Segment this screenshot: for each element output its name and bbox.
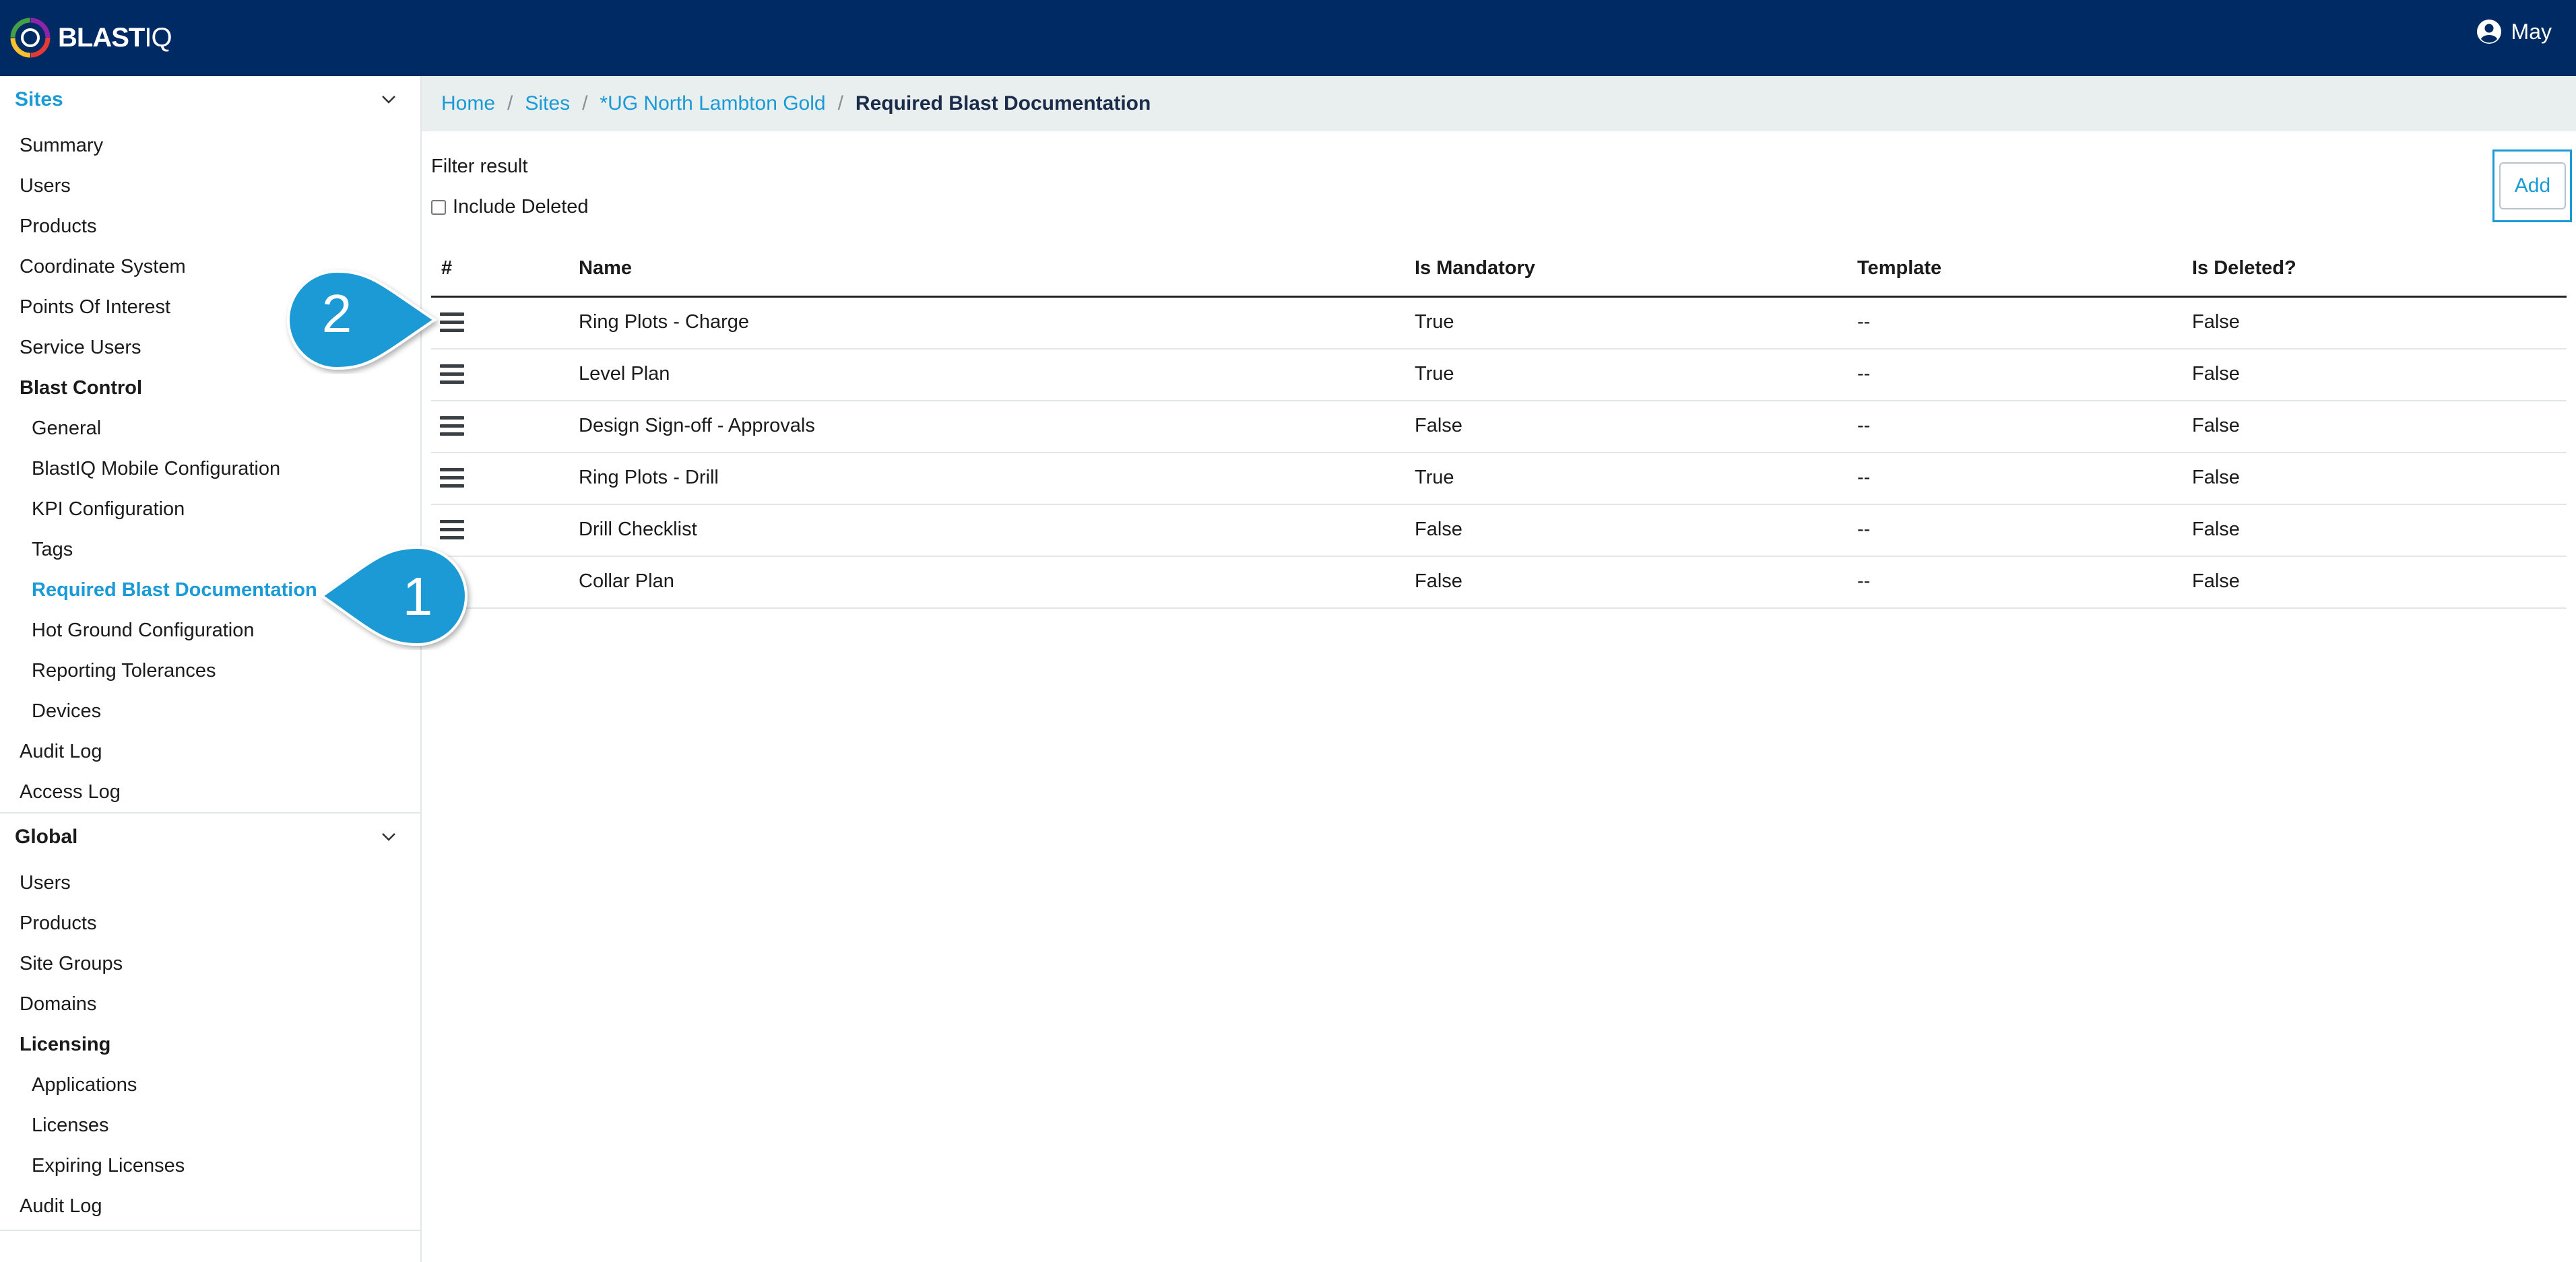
sidebar-item-expiring-licenses[interactable]: Expiring Licenses [32,1155,185,1176]
user-avatar-icon [2476,19,2502,44]
row-is-deleted: False [2192,519,2240,540]
callout-one-marker [317,542,485,650]
breadcrumb-current: Required Blast Documentation [855,92,1151,114]
row-is-mandatory: True [1415,467,1454,488]
row-template: -- [1857,363,1871,385]
table-row[interactable] [431,401,2567,453]
row-name: Level Plan [579,363,670,385]
sidebar-item-global-products[interactable]: Products [20,912,97,934]
row-name: Ring Plots - Charge [579,311,750,333]
table-row[interactable] [431,453,2567,505]
include-deleted-checkbox[interactable] [431,200,446,215]
drag-handle-icon[interactable] [440,416,464,436]
drag-handle-icon[interactable] [440,468,464,488]
sidebar-item-global-audit-log[interactable]: Audit Log [20,1195,102,1217]
row-is-mandatory: True [1415,311,1454,333]
row-is-mandatory: False [1415,519,1462,540]
column-header-is-mandatory[interactable]: Is Mandatory [1415,257,1535,279]
sidebar-item-blastiq-mobile-configuration[interactable]: BlastIQ Mobile Configuration [32,458,281,479]
sidebar-item-domains[interactable]: Domains [20,993,97,1015]
sidebar-item-required-blast-documentation[interactable]: Required Blast Documentation [32,579,317,601]
breadcrumb-separator: / [507,92,513,114]
row-is-mandatory: False [1415,415,1462,436]
sidebar-item-kpi-configuration[interactable]: KPI Configuration [32,498,185,520]
sidebar-item-devices[interactable]: Devices [32,700,102,722]
sidebar-item-licenses[interactable]: Licenses [32,1115,109,1136]
row-is-deleted: False [2192,415,2240,436]
row-name: Ring Plots - Drill [579,467,719,488]
sidebar-item-points-of-interest[interactable]: Points Of Interest [20,296,171,318]
column-header-template[interactable]: Template [1857,257,1942,279]
sidebar-item-general[interactable]: General [32,418,102,439]
filter-title: Filter result [431,156,528,177]
sidebar-item-tags[interactable]: Tags [32,539,73,560]
row-is-mandatory: False [1415,570,1462,592]
row-is-deleted: False [2192,467,2240,488]
table-row[interactable] [431,350,2567,401]
blastiq-logo[interactable] [9,13,172,62]
callout-two-number: 2 [321,284,352,343]
sidebar-item-site-groups[interactable]: Site Groups [20,953,123,974]
sidebar-section-global[interactable] [0,813,420,861]
sidebar-item-users[interactable]: Users [20,175,71,197]
include-deleted-label: Include Deleted [453,196,589,218]
row-is-deleted: False [2192,311,2240,333]
sidebar-item-products[interactable]: Products [20,215,97,237]
documents-table [431,249,2567,609]
include-deleted-toggle[interactable] [431,196,589,218]
chevron-down-icon[interactable] [381,832,396,842]
column-header-is-deleted[interactable]: Is Deleted? [2192,257,2296,279]
blastiq-logo-icon [9,17,51,59]
row-template: -- [1857,415,1871,436]
table-row[interactable] [431,298,2567,350]
sidebar-item-service-users[interactable]: Service Users [20,337,141,358]
breadcrumb-separator: / [582,92,588,114]
sidebar [0,76,422,1262]
sidebar-item-coordinate-system[interactable]: Coordinate System [20,256,186,277]
row-is-deleted: False [2192,570,2240,592]
top-bar [0,0,2576,76]
sidebar-group-licensing[interactable]: Licensing [20,1034,111,1055]
sidebar-item-applications[interactable]: Applications [32,1074,137,1096]
row-is-deleted: False [2192,363,2240,385]
row-template: -- [1857,519,1871,540]
row-is-mandatory: True [1415,363,1454,385]
breadcrumb-home[interactable]: Home [441,92,496,114]
sidebar-item-summary[interactable]: Summary [20,135,104,156]
sidebar-group-blast-control[interactable]: Blast Control [20,377,143,399]
breadcrumb-sites[interactable]: Sites [525,92,571,114]
sidebar-item-access-log[interactable]: Access Log [20,781,121,803]
user-menu[interactable] [2476,19,2552,44]
chevron-down-icon[interactable] [381,95,396,104]
sidebar-item-global-users[interactable]: Users [20,872,71,894]
breadcrumb-separator: / [837,92,843,114]
sidebar-section-sites-label: Sites [15,88,63,110]
sidebar-item-reporting-tolerances[interactable]: Reporting Tolerances [32,660,216,682]
sidebar-section-global-label: Global [15,826,78,848]
callout-one-number: 1 [402,566,433,626]
column-header-number[interactable]: # [441,257,453,279]
column-header-name[interactable]: Name [579,257,632,279]
row-template: -- [1857,311,1871,333]
logo-text: BLASTIQ [58,22,172,53]
row-name: Design Sign-off - Approvals [579,415,815,436]
drag-handle-icon[interactable] [440,520,464,540]
sidebar-divider [0,1230,420,1231]
add-button[interactable]: Add [2499,162,2566,209]
breadcrumb [422,76,2576,131]
sidebar-section-sites[interactable] [0,76,420,123]
table-row[interactable] [431,505,2567,557]
row-template: -- [1857,570,1871,592]
table-row[interactable] [431,557,2567,609]
table-header [431,249,2567,298]
row-template: -- [1857,467,1871,488]
callout-two-marker [269,266,445,374]
row-name: Drill Checklist [579,519,697,540]
sidebar-item-audit-log[interactable]: Audit Log [20,741,102,762]
sidebar-item-hot-ground-configuration[interactable]: Hot Ground Configuration [32,620,255,641]
row-name: Collar Plan [579,570,674,592]
user-name: May [2511,19,2552,44]
breadcrumb-site[interactable]: *UG North Lambton Gold [600,92,826,114]
